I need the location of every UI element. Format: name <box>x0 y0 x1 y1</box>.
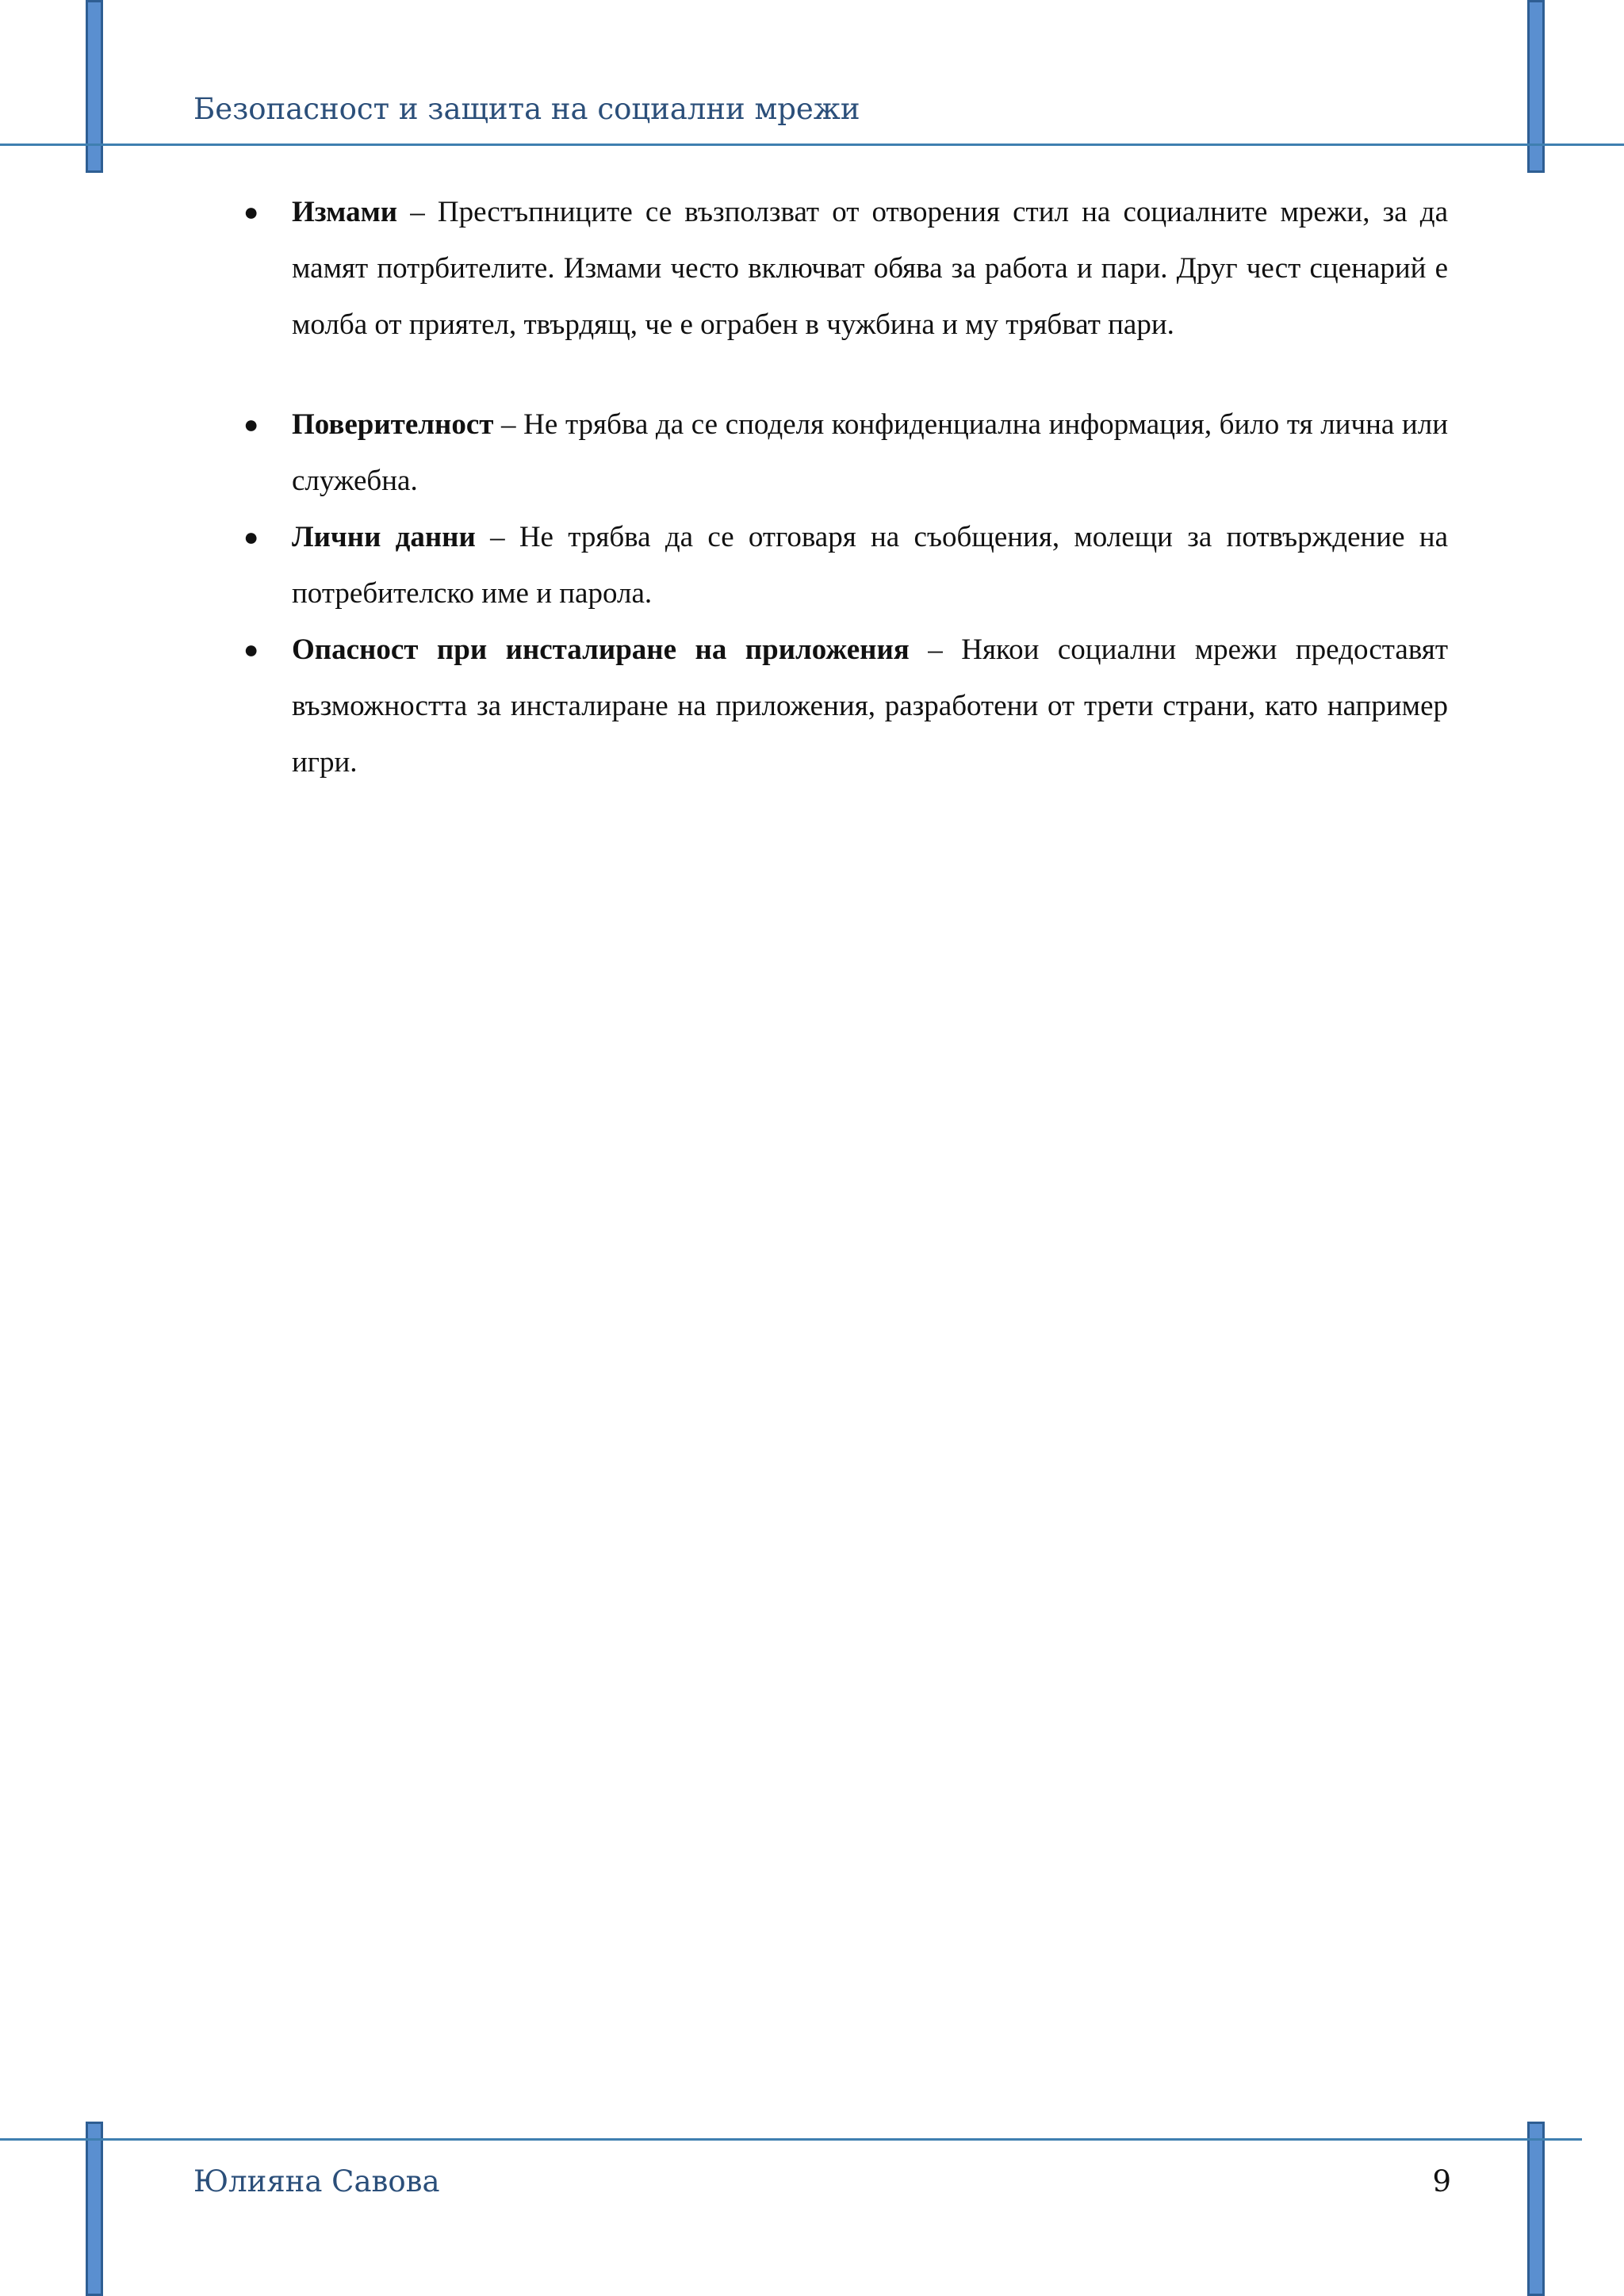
running-header-title: Безопасност и защита на социални мрежи <box>193 92 860 126</box>
bullet-text: – Престъпниците се възползват от отворения стил на социалните мрежи, за да мамят потрбителите. Измами често включват обява за работа и пари. Друг чест сценарий е молба от приятел, твърдящ, че е ограбен в чужбина и му трябват пари. <box>292 196 1448 341</box>
bullet-text: – Не трябва да се споделя конфиденциална информация, било тя лична или служебна. <box>292 408 1448 497</box>
header-divider <box>0 144 1624 146</box>
footer-author: Юлияна Савова <box>193 2164 440 2198</box>
bullet-term: Поверителност <box>292 408 494 441</box>
header-left-accent-bar <box>86 0 103 173</box>
footer-right-accent-bar <box>1527 2122 1545 2296</box>
bullet-icon: ● <box>243 197 259 226</box>
bullet-icon: ● <box>243 635 259 664</box>
main-content <box>238 184 1448 790</box>
page-number: 9 <box>1432 2164 1451 2198</box>
list-item <box>238 509 1448 622</box>
bullet-icon: ● <box>243 522 259 551</box>
bullet-icon: ● <box>243 410 259 438</box>
bullet-term: Измами <box>292 196 398 228</box>
footer-divider <box>0 2138 1582 2141</box>
list-item <box>238 396 1448 509</box>
header-right-accent-bar <box>1527 0 1545 173</box>
bullet-term: Опасност при инсталиране на приложения <box>292 633 910 666</box>
bullet-text: – Някои социални мрежи предоставят възможността за инсталиране на приложения, разработени от трети страни, като например игри. <box>292 633 1448 779</box>
bullet-list <box>238 184 1448 790</box>
bullet-term: Лични данни <box>292 521 476 553</box>
list-item <box>238 184 1448 353</box>
list-item <box>238 622 1448 790</box>
footer-left-accent-bar <box>86 2122 103 2296</box>
bullet-text: – Не трябва да се отговаря на съобщения, молещи за потвърждение на потребителско име и парола. <box>292 521 1448 610</box>
